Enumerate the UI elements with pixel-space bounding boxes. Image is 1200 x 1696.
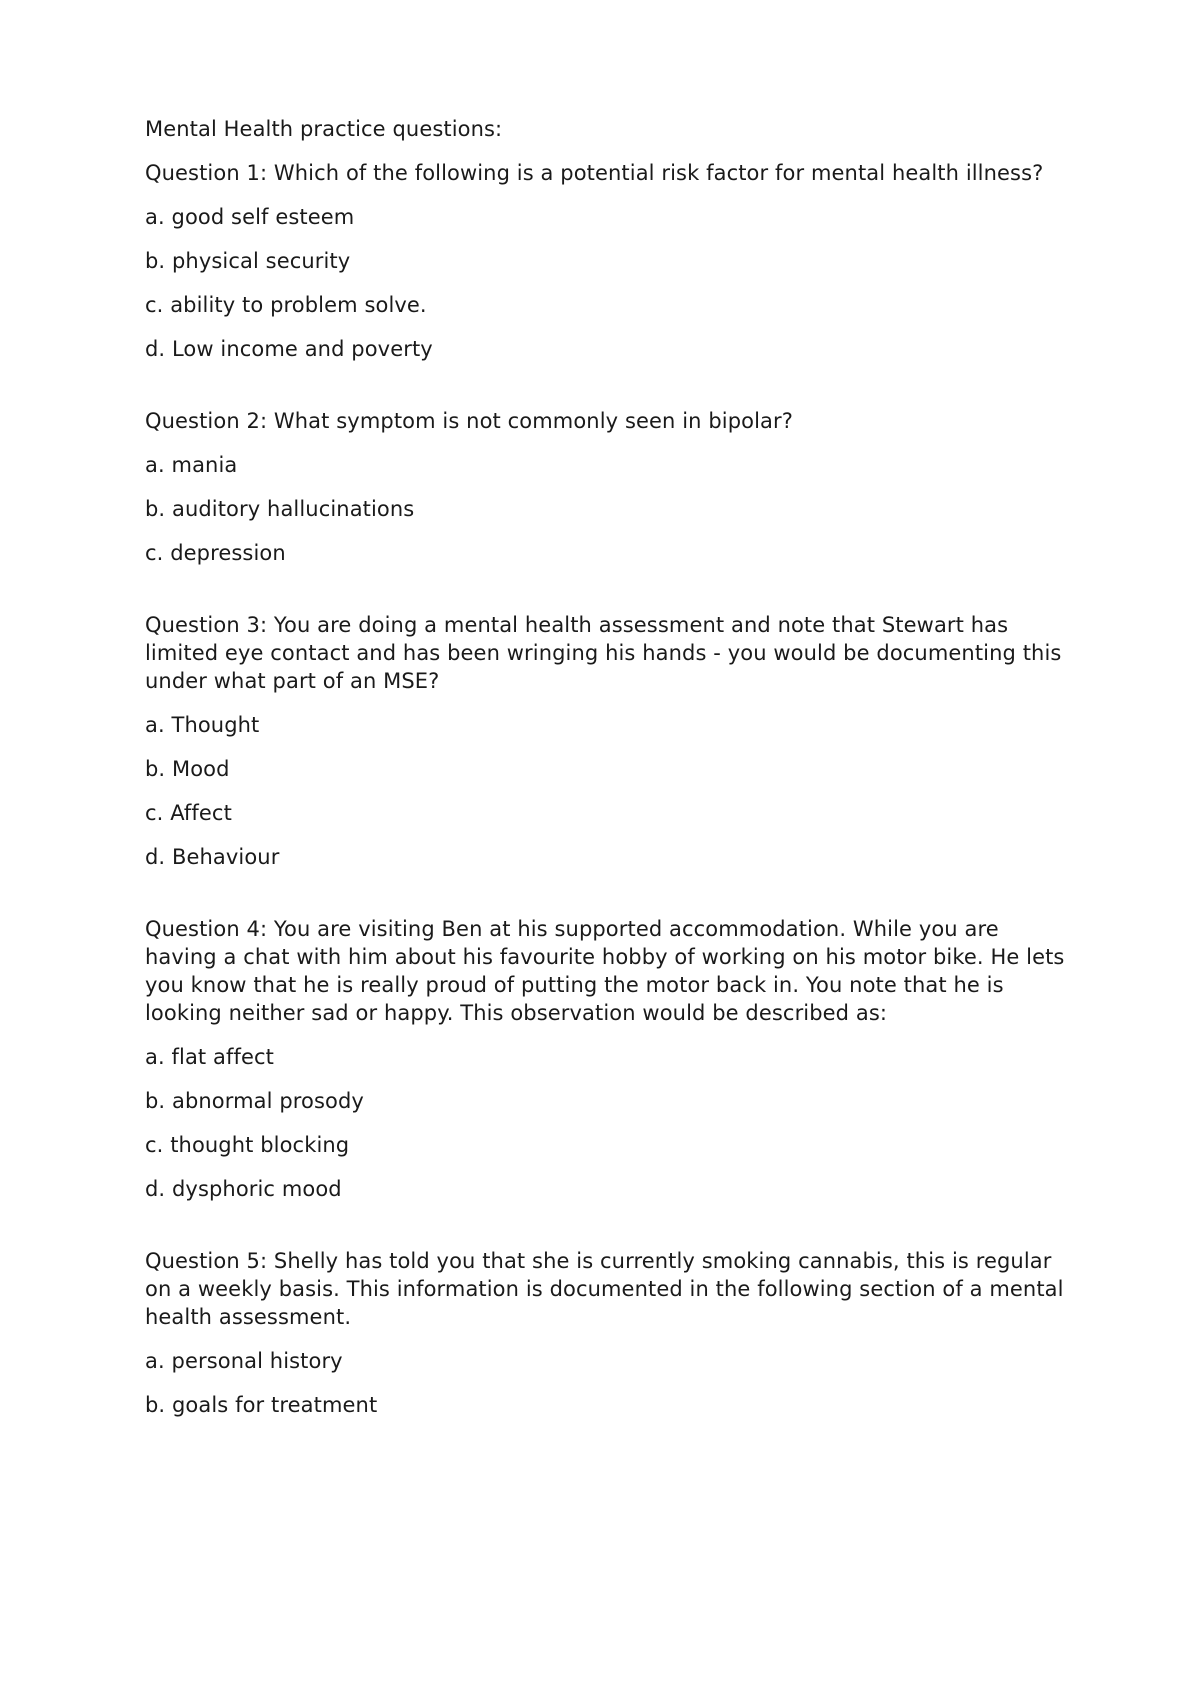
question-text: Question 3: You are doing a mental health assessment and note that Stewart has limited eye contact and has been wringing his hands - you would be documenting this under what part of an MSE? <box>145 613 1062 693</box>
answer-options <box>145 1347 1075 1419</box>
question-5 <box>145 1247 1075 1419</box>
question-text: Question 1: Which of the following is a potential risk factor for mental health illness? <box>145 161 1044 185</box>
answer-option: c. Affect <box>145 801 232 825</box>
question-text: Question 4: You are visiting Ben at his supported accommodation. While you are having a chat with him about his favourite hobby of working on his motor bike. He lets you know that he is really proud of putting the motor back in. You note that he is looking neither sad or happy. This observation would be described as: <box>145 917 1065 1025</box>
answer-options <box>145 203 1075 363</box>
answer-option: a. flat affect <box>145 1045 274 1069</box>
answer-option: d. Low income and poverty <box>145 337 433 361</box>
answer-option: d. Behaviour <box>145 845 280 869</box>
answer-option: b. physical security <box>145 249 351 273</box>
answer-option: a. good self esteem <box>145 205 355 229</box>
question-text: Question 5: Shelly has told you that she is currently smoking cannabis, this is regular on a weekly basis. This information is documented in the following section of a mental health assessment. <box>145 1249 1064 1329</box>
answer-options <box>145 711 1075 871</box>
question-3 <box>145 611 1075 871</box>
answer-option: c. depression <box>145 541 286 565</box>
answer-option: c. ability to problem solve. <box>145 293 427 317</box>
document-body <box>145 115 1075 1419</box>
answer-option: a. mania <box>145 453 238 477</box>
answer-option: b. auditory hallucinations <box>145 497 415 521</box>
answer-option: b. abnormal prosody <box>145 1089 364 1113</box>
answer-options <box>145 451 1075 567</box>
answer-option: b. Mood <box>145 757 230 781</box>
question-text: Question 2: What symptom is not commonly seen in bipolar? <box>145 409 793 433</box>
answer-option: d. dysphoric mood <box>145 1177 342 1201</box>
answer-options <box>145 1043 1075 1203</box>
answer-option: a. personal history <box>145 1349 343 1373</box>
document-title: Mental Health practice questions: <box>145 117 503 141</box>
answer-option: a. Thought <box>145 713 260 737</box>
question-1 <box>145 159 1075 363</box>
question-4 <box>145 915 1075 1203</box>
answer-option: b. goals for treatment <box>145 1393 378 1417</box>
question-2 <box>145 407 1075 567</box>
answer-option: c. thought blocking <box>145 1133 350 1157</box>
